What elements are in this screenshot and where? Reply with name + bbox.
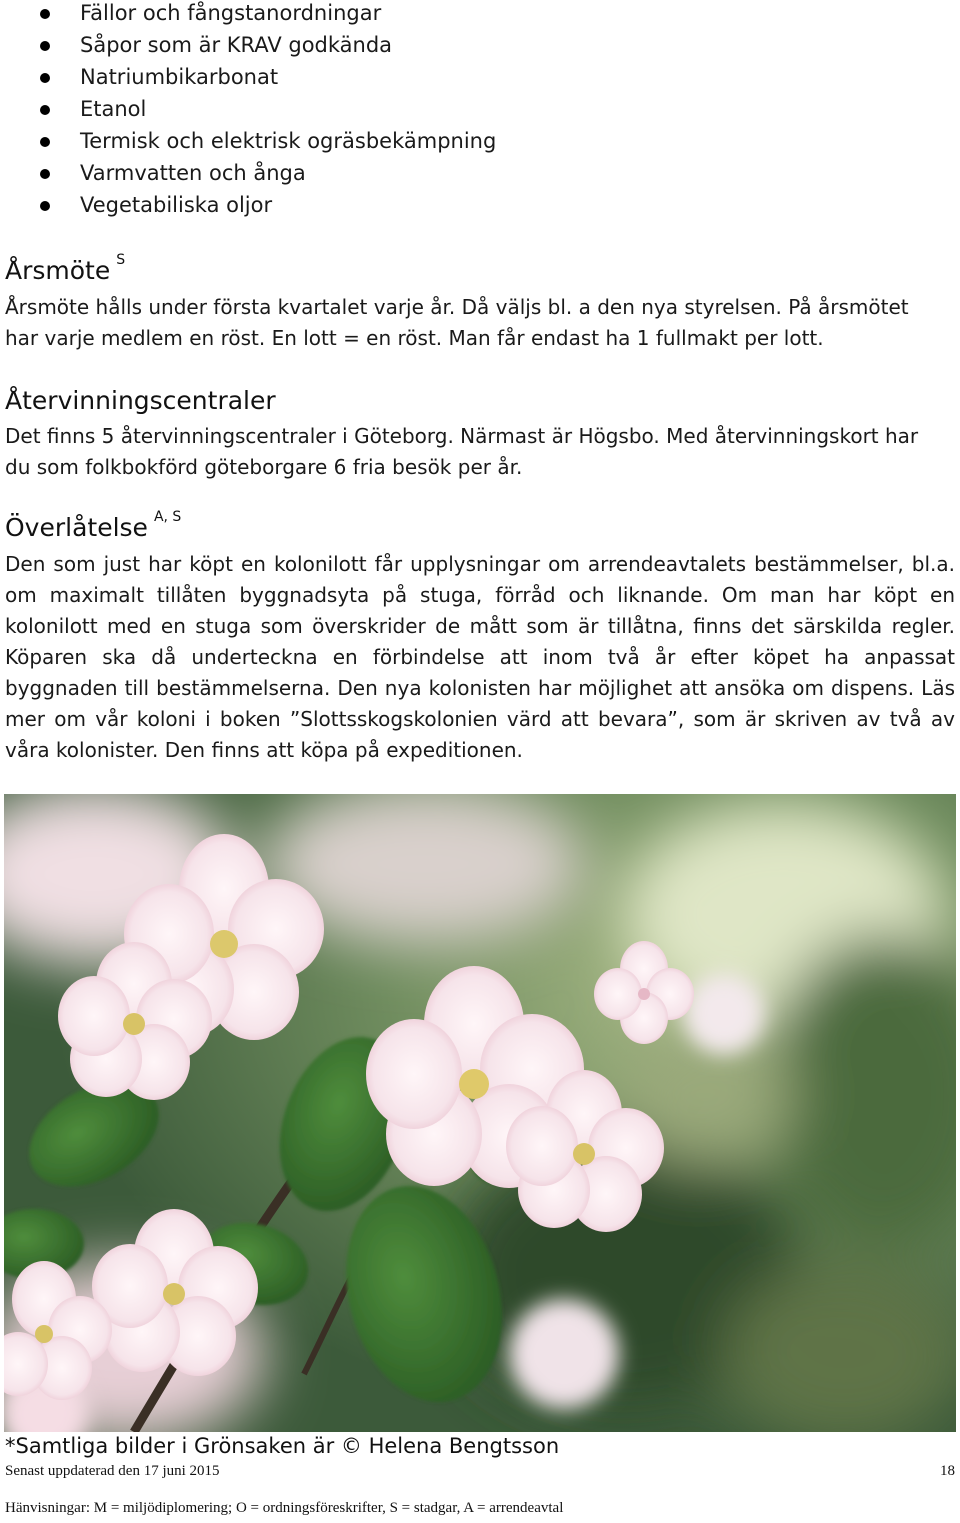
list-item-text: Såpor som är KRAV godkända	[80, 33, 393, 57]
paragraph-line: du som folkbokförd göteborgare 6 fria besök per år.	[5, 455, 523, 479]
overlatelse-title: Överlåtelse	[5, 513, 148, 542]
last-updated: Senast uppdaterad den 17 juni 2015	[5, 1463, 220, 1479]
overlatelse-heading	[5, 508, 182, 542]
atervinning-heading	[5, 386, 276, 415]
apple-blossom-image	[4, 794, 956, 1432]
bullet-icon	[40, 41, 50, 51]
list-item-text: Natriumbikarbonat	[80, 65, 279, 89]
list-item-text: Vegetabiliska oljor	[80, 193, 273, 217]
arsmote-heading	[5, 251, 126, 285]
list-item	[0, 96, 496, 128]
bullet-icon	[40, 169, 50, 179]
references-legend: Hänvisningar: M = miljödiplomering; O = ordningsföreskrifter, S = stadgar, A = arrendeavtal	[5, 1500, 564, 1516]
list-item	[0, 192, 496, 224]
overlatelse-paragraph: Den som just har köpt en kolonilott får upplysningar om arrendeavtalets bestämmelser, bl.a. om maximalt tillåten byggnadsyta på stuga, förråd och liknande. Om man har köpt en kolonilott med en stuga som överskrider de mått som är tillåtna, finns det särskilda regler. Köparen ska då underteckna en förbindelse att inom två år efter köpet ha anpassat byggnaden till bestämmelserna. Den nya kolonisten har möjlighet att ansöka om dispens. Läs mer om vår koloni i boken ”Slottsskogskolonien värd att bevara”, som är skriven av två av våra kolonister. Den finns att köpa på expeditionen.	[5, 552, 955, 762]
page-number: 18	[940, 1463, 955, 1479]
bullet-icon	[40, 9, 50, 19]
list-item	[0, 160, 496, 192]
arsmote-paragraph	[5, 292, 955, 354]
list-item	[0, 64, 496, 96]
list-item-text: Termisk och elektrisk ogräsbekämpning	[80, 129, 497, 153]
paragraph-line: Det finns 5 återvinningscentraler i Göteborg. Närmast är Högsbo. Med återvinningskort har	[5, 424, 919, 448]
bullet-icon	[40, 201, 50, 211]
paragraph-line: har varje medlem en röst. En lott = en röst. Man får endast ha 1 fullmakt per lott.	[5, 326, 824, 350]
arsmote-reference: S	[116, 251, 126, 268]
photo-credit: *Samtliga bilder i Grönsaken är © Helena Bengtsson	[5, 1434, 560, 1458]
overlatelse-reference: A, S	[153, 508, 182, 525]
list-item-text: Fällor och fångstanordningar	[80, 1, 382, 25]
paragraph-line: Årsmöte hålls under första kvartalet varje år. Då väljs bl. a den nya styrelsen. På årsmötet	[5, 295, 909, 319]
list-item-text: Etanol	[80, 97, 147, 121]
atervinning-paragraph	[5, 421, 955, 483]
bullet-list	[0, 0, 496, 224]
atervinning-title: Återvinningscentraler	[5, 386, 276, 415]
list-item	[0, 32, 496, 64]
bullet-icon	[40, 137, 50, 147]
arsmote-title: Årsmöte	[5, 256, 111, 285]
apple-blossom-photo	[4, 794, 956, 1432]
bullet-icon	[40, 73, 50, 83]
bullet-icon	[40, 105, 50, 115]
list-item	[0, 128, 496, 160]
list-item-text: Varmvatten och ånga	[80, 161, 306, 185]
list-item	[0, 0, 496, 32]
